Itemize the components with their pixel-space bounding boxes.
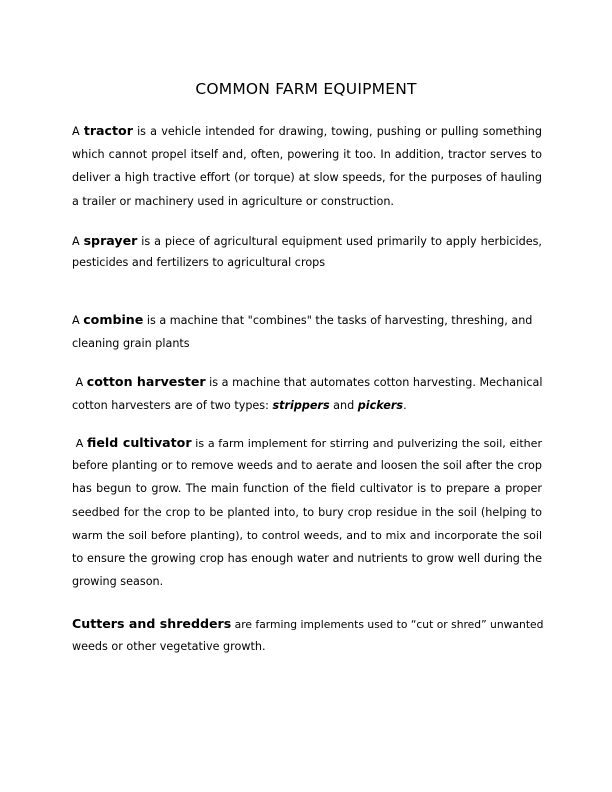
line-text: . [403, 398, 407, 412]
article: A [72, 376, 87, 389]
type-pickers: pickers [357, 398, 404, 412]
line-text: is a machine that automates cotton harvesting. Mechanical [205, 376, 543, 389]
type-strippers: strippers [272, 398, 330, 412]
paragraph-line: has begun to grow. The main function of the field cultivator is to prepare a proper [72, 482, 542, 496]
paragraph-line [72, 233, 542, 248]
paragraph-line: before planting or to remove weeds and to aerate and loosen the soil after the crop [72, 459, 542, 473]
paragraph-tractor [72, 123, 542, 217]
paragraph-sprayer [72, 233, 542, 277]
paragraph-line: seedbed for the crop to be planted into, to bury crop residue in the soil (helping to [72, 505, 542, 519]
paragraph-line: which cannot propel itself and, often, powering it too. In addition, tractor serves to [72, 147, 542, 161]
article: A [72, 314, 84, 327]
line-text: is a vehicle intended for drawing, towing, pushing or pulling something [132, 125, 542, 138]
paragraph-line [72, 435, 542, 450]
article: A [72, 235, 84, 248]
paragraph-line: cleaning grain plants [72, 336, 190, 350]
paragraph-line [72, 312, 542, 327]
line-text: and [329, 398, 358, 412]
term-cotton-harvester: cotton harvester [86, 374, 206, 389]
paragraph-line: growing season. [72, 575, 164, 589]
paragraph-line: weeds or other vegetative growth. [72, 640, 266, 653]
page-title: COMMON FARM EQUIPMENT [195, 80, 417, 98]
term-combine: combine [83, 312, 144, 327]
paragraph-combine [72, 312, 542, 359]
line-text: cotton harvesters are of two types: [72, 398, 273, 412]
line-text: is a machine that "combines" the tasks of harvesting, threshing, and [143, 314, 533, 327]
paragraph-field-cultivator [72, 435, 542, 597]
paragraph-line: deliver a high tractive effort (or torque) at slow speeds, for the purposes of hauling [72, 171, 542, 185]
term-field-cultivator: field cultivator [87, 435, 192, 450]
line-text: is a piece of agricultural equipment used primarily to apply herbicides, [137, 235, 542, 248]
paragraph-line: a trailer or machinery used in agriculture or construction. [72, 194, 394, 208]
term-sprayer: sprayer [83, 233, 138, 248]
paragraph-line [72, 398, 542, 413]
paragraph-line: warm the soil before planting), to control weeds, and to mix and incorporate the soil [72, 528, 542, 542]
paragraph-line [72, 123, 542, 138]
line-text: is a farm implement for stirring and pulverizing the soil, either [191, 437, 542, 450]
term-cutters-shredders: Cutters and shredders [72, 616, 232, 631]
term-tractor: tractor [83, 123, 133, 138]
line-text: are farming implements used to “cut or shred” unwanted [231, 618, 544, 631]
article: A [72, 437, 88, 450]
article: A [72, 125, 84, 138]
paragraph-cotton-harvester [72, 374, 542, 421]
paragraph-line: pesticides and fertilizers to agricultural crops [72, 256, 326, 269]
paragraph-cutters-shredders [72, 616, 542, 662]
paragraph-line [72, 374, 542, 389]
paragraph-line: to ensure the growing crop has enough water and nutrients to grow well during the [72, 551, 542, 565]
paragraph-line [72, 616, 542, 631]
